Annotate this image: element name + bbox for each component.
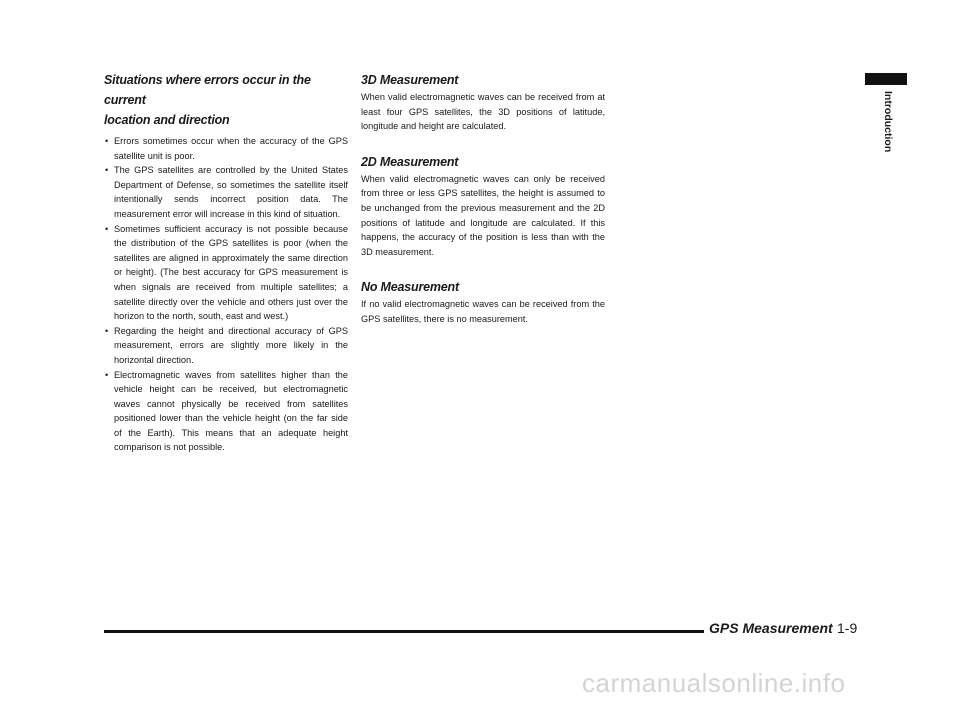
- chapter-tab-marker: [865, 73, 907, 85]
- bullet-dot: •: [105, 136, 109, 146]
- page-number: 1-9: [837, 620, 858, 636]
- section-heading: 2D Measurement: [361, 154, 459, 169]
- bullet-dot: •: [105, 325, 109, 336]
- bullet-item: • The GPS satellites are controlled by the United States Department of Defense, so sometimes the satellite itself intentionally sends incorrect position data. The measurement error will increase in this kind of situation.: [105, 165, 348, 219]
- section-2d-measurement: [361, 152, 605, 260]
- section-3d-measurement: [361, 70, 605, 134]
- chapter-tab-label: Introduction: [882, 91, 894, 153]
- bullet-dot: •: [105, 369, 109, 380]
- bullet-item: • Errors sometimes occur when the accuracy of the GPS satellite unit is poor.: [105, 136, 348, 161]
- bullet-item: • Sometimes sufficient accuracy is not possible because the distribution of the GPS satellites is poor (when the satellites are aligned in approximately the same direction or height). (The best accuracy for GPS measurement is when signals are received from multiple satellites; a satellite directly over the vehicle and others just over the horizon to the north, south, east and west.): [105, 223, 348, 322]
- section-body: When valid electromagnetic waves can be received from at least four GPS satellites, the 3D positions of latitude, longitude and height are calculated.: [361, 92, 605, 132]
- section-heading: 3D Measurement: [361, 73, 459, 87]
- error-bullet-list: [104, 134, 348, 455]
- bullet-item: • Regarding the height and directional accuracy of GPS measurement, errors are slightly more likely in the horizontal direction.: [105, 325, 348, 365]
- section-body: When valid electromagnetic waves can only be received from three or less GPS satellites, the height is assumed to be unchanged from the previous measurement and the 2D positions of latitude and longitude are calculated. If this happens, the accuracy of the position is less than with the 3D measurement.: [361, 173, 605, 257]
- bullet-dot: •: [105, 223, 109, 234]
- section-heading: No Measurement: [361, 280, 459, 295]
- bullet-dot: •: [105, 165, 109, 176]
- footer-title: GPS Measurement: [709, 620, 833, 636]
- footer-rule: [104, 630, 704, 633]
- section-no-measurement: [361, 277, 605, 326]
- right-column: [361, 70, 605, 345]
- left-column: [104, 70, 348, 455]
- section-body: If no valid electromagnetic waves can be received from the GPS satellites, there is no measurement.: [361, 299, 605, 324]
- bullet-item: • Electromagnetic waves from satellites higher than the vehicle height can be received, but electromagnetic waves cannot physically be received from satellites positioned lower than the vehicle height (on the far side of the Earth). This means that an adequate height comparison is not possible.: [105, 369, 348, 453]
- watermark: carmanualsonline.info: [582, 668, 846, 698]
- section-heading-errors: Situations where errors occur in the current location and direction: [104, 73, 311, 127]
